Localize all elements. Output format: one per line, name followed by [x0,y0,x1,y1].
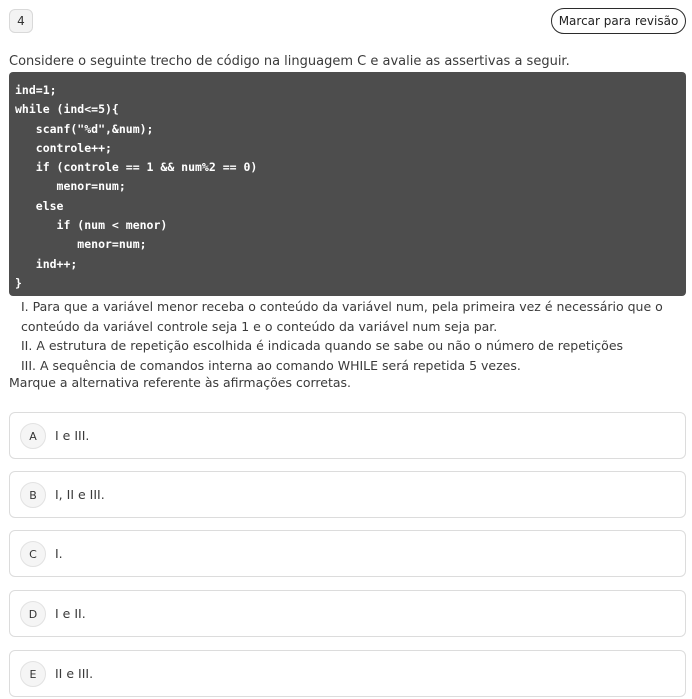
code-line: ind=1; [15,83,57,97]
question-number-badge: 4 [9,9,33,33]
statement-1: I. Para que a variável menor receba o conteúdo da variável num, pela primeira vez é necessário que o conteúdo da variável controle seja 1 e o conteúdo da variável num seja par. [21,299,663,334]
option-letter-badge: A [20,423,46,449]
option-a[interactable] [9,412,686,459]
option-text: II e III. [55,666,94,681]
code-line: menor=num; [15,237,147,252]
question-prompt: Marque a alternativa referente às afirmações corretas. [9,375,352,390]
option-text: I e III. [55,428,90,443]
code-line: if (controle == 1 && num%2 == 0) [15,160,258,175]
option-b[interactable] [9,471,686,518]
mark-for-review-button[interactable]: Marcar para revisão [551,8,686,34]
option-text: I. [55,546,63,561]
option-letter-badge: E [20,661,46,687]
option-e[interactable] [9,650,686,697]
code-block [9,72,686,296]
option-letter-badge: B [20,482,46,508]
question-intro: Considere o seguinte trecho de código na linguagem C e avalie as assertivas a seguir. [9,54,570,69]
option-letter-badge: C [20,541,46,567]
option-text: I, II e III. [55,487,105,502]
code-line: else [15,198,64,213]
statements-list [21,297,671,375]
option-c[interactable] [9,530,686,577]
option-text: I e II. [55,606,86,621]
code-line: ind++; [15,256,78,271]
option-d[interactable] [9,590,686,637]
statement-2: II. A estrutura de repetição escolhida é indicada quando se sabe ou não o número de repetições [21,338,624,353]
code-line: } [15,275,22,290]
code-line: while (ind<=5){ [15,102,119,117]
statement-3: III. A sequência de comandos interna ao comando WHILE será repetida 5 vezes. [21,357,521,373]
option-letter-badge: D [20,601,46,627]
code-line: controle++; [15,140,112,155]
code-line: scanf("%d",&num); [15,121,154,136]
code-line: if (num < menor) [15,218,168,233]
code-line: menor=num; [15,179,126,194]
